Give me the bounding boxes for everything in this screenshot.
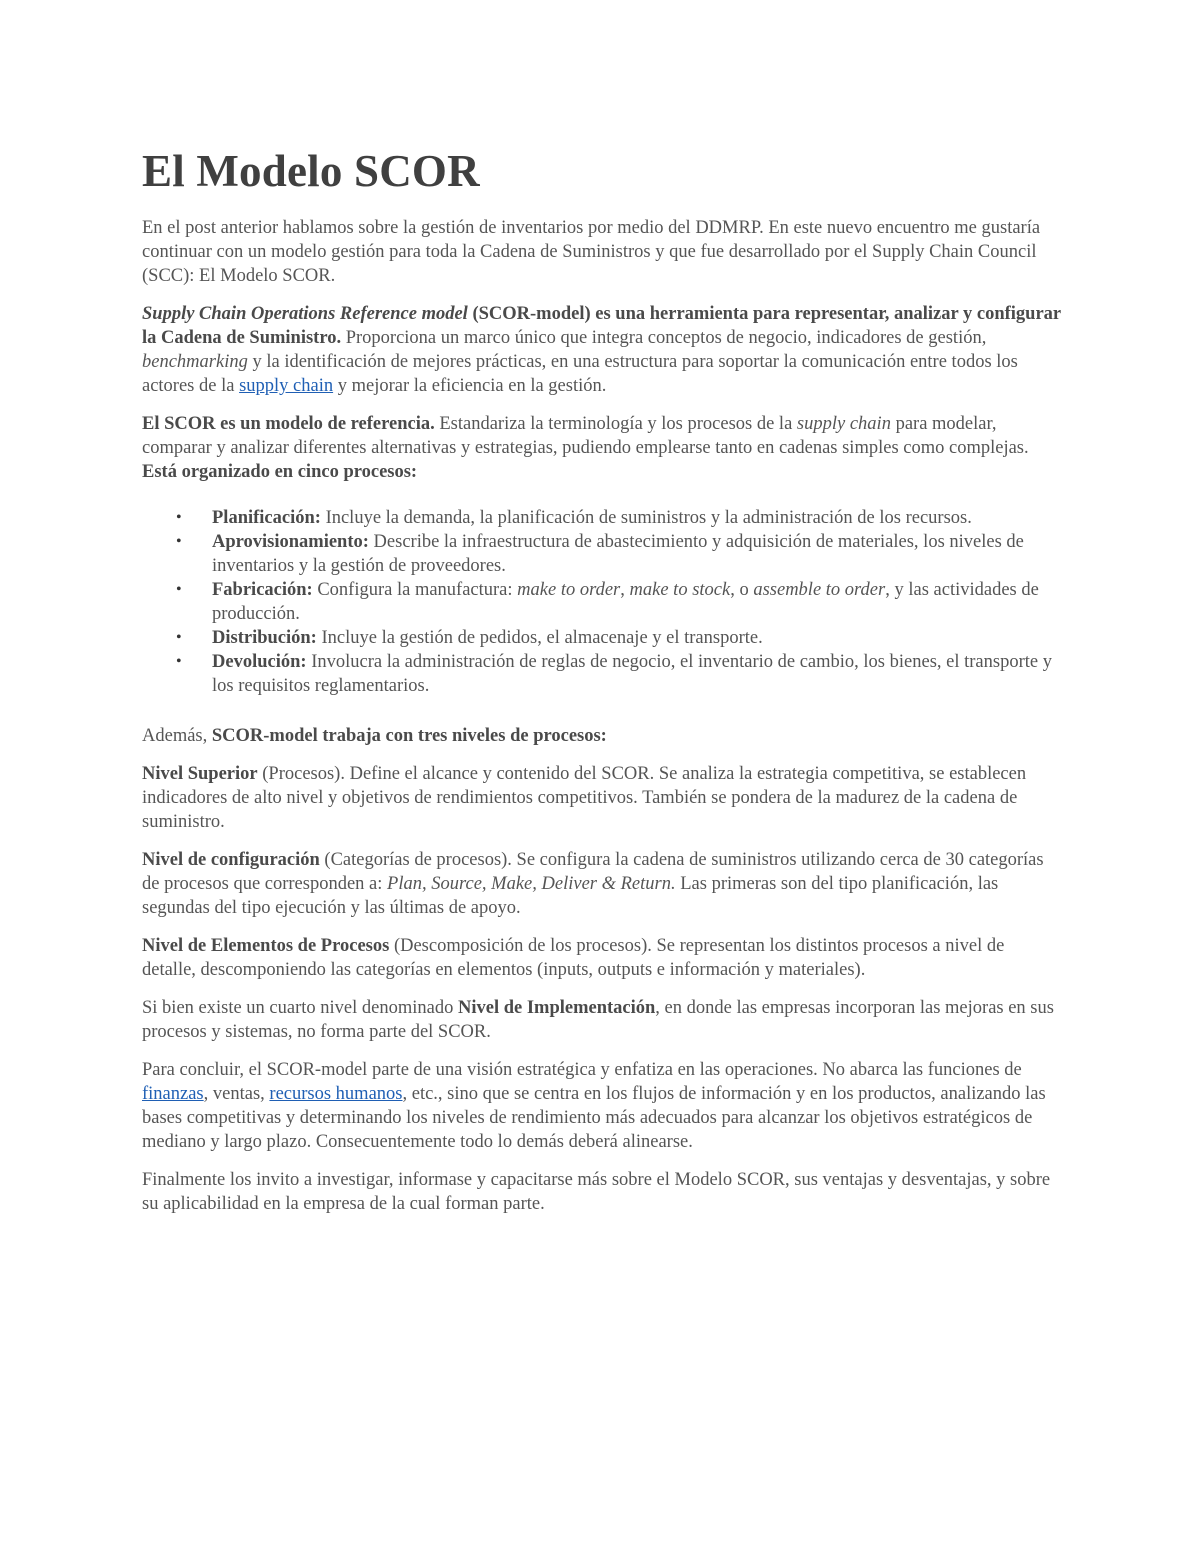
process-text: Configura la manufactura: (312, 580, 518, 600)
process-label: Fabricación: (212, 580, 313, 600)
benchmarking-term: benchmarking (142, 352, 248, 372)
conclusion-paragraph (142, 1058, 1062, 1154)
levels-intro-bold: SCOR-model trabaja con tres niveles de procesos: (211, 726, 607, 746)
process-text: Describe la infraestructura de abastecimiento y adquisición de materiales, los niveles de inventarios y la gestión de proveedores. (212, 532, 1024, 576)
conclusion-text-1: Para concluir, el SCOR-model parte de una visión estratégica y enfatiza en las operaciones. No abarca las funciones de (142, 1060, 1022, 1080)
level-configuracion-text-2: Las primeras son del tipo planificación, las segundas del tipo ejecución y las últimas de apoyo. (142, 874, 999, 918)
bullet-icon: • (176, 629, 182, 646)
reference-model-text-2: para modelar, comparar y analizar diferentes alternativas y estrategias, pudiendo emplearse tanto en cadenas simples como complejas. (142, 414, 1029, 458)
closing-text: Finalmente los invito a investigar, informase y capacitarse más sobre el Modelo SCOR, sus ventajas y desventajas, y sobre su aplicabilidad en la empresa de la cual forman parte. (142, 1170, 1051, 1214)
fourth-level-text-2: , en donde las empresas incorporan las mejoras en sus procesos y sistemas, no forma parte del SCOR. (142, 998, 1054, 1042)
process-text: Incluye la gestión de pedidos, el almacenaje y el transporte. (316, 628, 763, 648)
levels-intro-text: Además, (142, 726, 212, 746)
intro-paragraph (142, 216, 1062, 288)
bullet-icon: • (176, 533, 182, 550)
process-label: Devolución: (212, 652, 307, 672)
implementation-level-label: Nivel de Implementación (457, 998, 656, 1018)
list-item-aprovisionamiento (176, 530, 1062, 578)
process-label: Planificación: (212, 508, 321, 528)
page-title: El Modelo SCOR (142, 146, 480, 196)
conclusion-text-2: , ventas, (203, 1084, 270, 1104)
level-configuracion-label: Nivel de configuración (142, 850, 320, 870)
level-elementos-paragraph (142, 934, 1062, 982)
reference-model-paragraph (142, 412, 1062, 484)
five-processes-bold: Está organizado en cinco procesos: (142, 462, 418, 482)
reference-model-bold: El SCOR es un modelo de referencia. (142, 414, 435, 434)
levels-intro-paragraph (142, 724, 1062, 748)
level-configuracion-text-1: (Categorías de procesos). Se configura la cadena de suministros utilizando cerca de 30 categorías de procesos que corresponden a: (142, 850, 1044, 894)
bullet-icon: • (176, 509, 182, 526)
process-text: Incluye la demanda, la planificación de suministros y la administración de los recursos. (320, 508, 972, 528)
separator-text: , o (730, 580, 754, 600)
scor-definition-text-1: Proporciona un marco único que integra conceptos de negocio, indicadores de gestión, (341, 328, 987, 348)
conclusion-text-3: , etc., sino que se centra en los flujos de información y en los productos, analizando las bases competitivas y determinando los niveles de rendimiento más adecuados para alcanzar los objetivos estratégicos de mediano y largo plazo. Consecuentemente todo lo demás deberá alinearse. (142, 1084, 1046, 1152)
level-elementos-label: Nivel de Elementos de Procesos (142, 936, 390, 956)
reference-model-text-1: Estandariza la terminología y los procesos de la (434, 414, 797, 434)
scor-definition-paragraph (142, 302, 1062, 398)
recursos-humanos-link[interactable]: recursos humanos (269, 1084, 403, 1104)
process-categories-term: Plan, Source, Make, Deliver & Return. (387, 874, 676, 894)
process-label: Aprovisionamiento: (212, 532, 369, 552)
document-page (142, 140, 1062, 1230)
level-superior-label: Nivel Superior (142, 764, 258, 784)
supply-chain-link[interactable]: supply chain (239, 376, 334, 396)
assemble-to-order-term: assemble to order (753, 580, 886, 600)
separator-text: , (620, 580, 630, 600)
level-superior-paragraph (142, 762, 1062, 834)
scor-model-name: Supply Chain Operations Reference model (142, 304, 468, 324)
list-item-distribucion (176, 626, 1062, 650)
make-to-order-term: make to order (517, 580, 621, 600)
level-configuracion-paragraph (142, 848, 1062, 920)
closing-paragraph (142, 1168, 1062, 1216)
finanzas-link[interactable]: finanzas (142, 1084, 204, 1104)
process-text: Involucra la administración de reglas de negocio, el inventario de cambio, los bienes, el transporte y los requisitos reglamentarios. (212, 652, 1052, 696)
scor-definition-text-2: y la identificación de mejores prácticas, en una estructura para soportar la comunicación entre todos los actores de la (142, 352, 1018, 396)
process-text: , y las actividades de producción. (212, 580, 1039, 624)
level-elementos-text: (Descomposición de los procesos). Se representan los distintos procesos a nivel de detalle, descomponiendo las categorías en elementos (inputs, outputs e información y materiales). (142, 936, 1005, 980)
bullet-icon: • (176, 581, 182, 598)
fourth-level-paragraph (142, 996, 1062, 1044)
list-item-fabricacion (176, 578, 1062, 626)
level-superior-text: (Procesos). Define el alcance y contenido del SCOR. Se analiza la estrategia competitiva, se establecen indicadores de alto nivel y objetivos de rendimientos competitivos. También se pondera de la madurez de la cadena de suministro. (142, 764, 1027, 832)
supply-chain-term: supply chain (796, 414, 891, 434)
intro-text: En el post anterior hablamos sobre la gestión de inventarios por medio del DDMRP. En este nuevo encuentro me gustaría continuar con un modelo gestión para toda la Cadena de Suministros y que fue desarrollado por el Supply Chain Council (SCC): El Modelo SCOR. (142, 218, 1041, 286)
list-item-devolucion (176, 650, 1062, 698)
scor-definition-text-3: y mejorar la eficiencia en la gestión. (333, 376, 607, 396)
processes-list (142, 506, 1062, 698)
fourth-level-text-1: Si bien existe un cuarto nivel denominado (142, 998, 458, 1018)
bullet-icon: • (176, 653, 182, 670)
process-label: Distribución: (212, 628, 317, 648)
list-item-planificacion (176, 506, 1062, 530)
make-to-stock-term: make to stock (629, 580, 731, 600)
scor-definition-bold: (SCOR-model) es una herramienta para representar, analizar y configurar la Cadena de Suministro. (142, 304, 1061, 348)
